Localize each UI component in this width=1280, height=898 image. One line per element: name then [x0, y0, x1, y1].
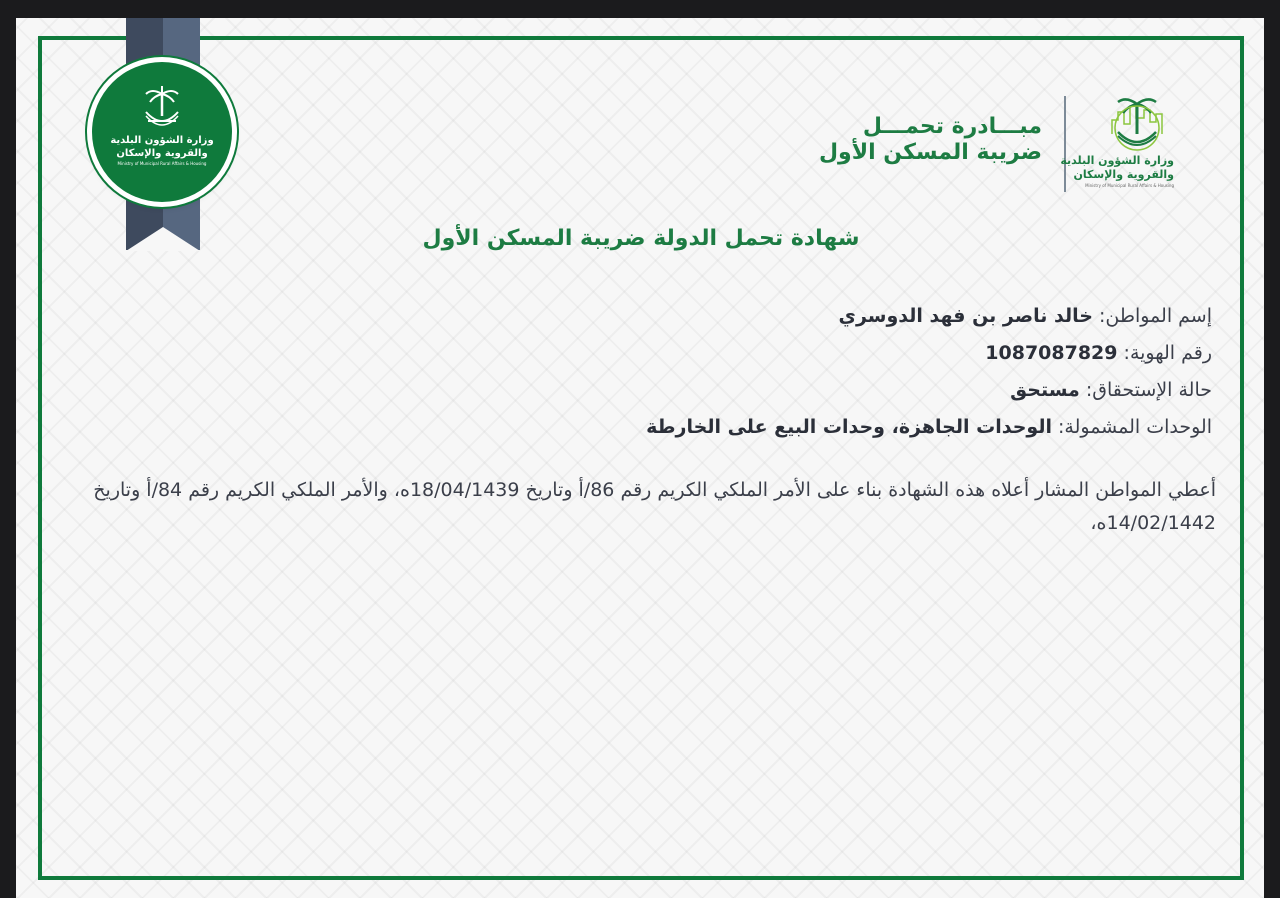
ministry-logo — [1060, 94, 1184, 204]
header-ministry-name: وزارة الشؤون البلدية — [1060, 154, 1174, 167]
id-number-field — [476, 335, 1212, 372]
covered-units-field — [476, 409, 1212, 446]
initiative-line2: ضريبة المسكن الأول — [818, 140, 1042, 165]
certificate-title: شهادة تحمل الدولة ضريبة المسكن الأول — [422, 226, 860, 251]
certificate-fields — [476, 298, 1212, 446]
field-label: رقم الهوية: — [1117, 342, 1212, 364]
covered-units: الوحدات الجاهزة، وحدات البيع على الخارطة — [646, 416, 1052, 438]
palm-swords-icon — [140, 84, 184, 132]
citizen-name: خالد ناصر بن فهد الدوسري — [838, 305, 1093, 327]
eligibility-status: مستحق — [1010, 379, 1080, 401]
certificate-statement: أعطي المواطن المشار أعلاه هذه الشهادة بناء على الأمر الملكي الكريم رقم 86/أ وتاريخ 18/04/1439ه، والأمر الملكي الكريم رقم 84/أ وتاريخ 14/02/1442ه، — [93, 479, 1216, 534]
seal-ministry-name-2: والقروية والإسكان — [116, 148, 208, 159]
id-number: 1087087829 — [985, 342, 1118, 364]
field-label: حالة الإستحقاق: — [1079, 379, 1212, 401]
initiative-title — [796, 114, 1042, 166]
seal-ministry-name: وزارة الشؤون البلدية — [110, 135, 214, 146]
header-ministry-english: Ministry of Municipal Rural Affairs & Housing — [1085, 183, 1174, 188]
field-label: إسم المواطن: — [1092, 305, 1212, 327]
citizen-name-field — [476, 298, 1212, 335]
field-label: الوحدات المشمولة: — [1051, 416, 1212, 438]
header-divider — [1064, 96, 1066, 192]
header-ministry-name-2: والقروية والإسكان — [1073, 168, 1174, 181]
initiative-line1: مبـــادرة تحمـــل — [862, 114, 1042, 139]
seal-ministry-english: Ministry of Municipal Rural Affairs & Housing — [117, 161, 207, 166]
eligibility-field — [476, 372, 1212, 409]
certificate-sheet — [16, 18, 1264, 898]
ministry-seal — [92, 62, 232, 202]
palm-swords-icon — [1108, 94, 1166, 156]
